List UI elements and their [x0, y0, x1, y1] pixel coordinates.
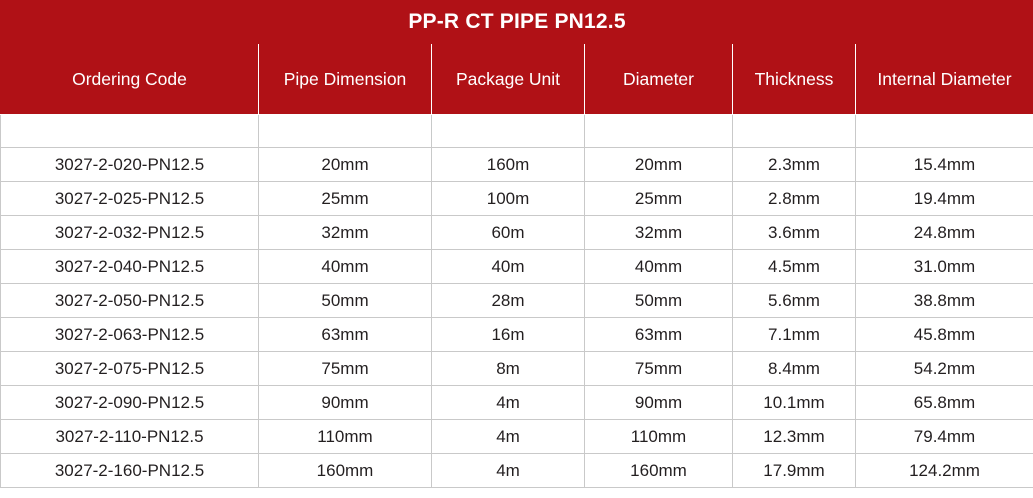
- cell-internal-diameter: 124.2mm: [856, 454, 1033, 488]
- cell-ordering-code: 3027-2-050-PN12.5: [1, 284, 259, 318]
- cell-internal-diameter: 45.8mm: [856, 318, 1033, 352]
- cell-ordering-code: 3027-2-075-PN12.5: [1, 352, 259, 386]
- cell-thickness: 12.3mm: [733, 420, 856, 454]
- cell-thickness: 2.3mm: [733, 148, 856, 182]
- cell-ordering-code: 3027-2-032-PN12.5: [1, 216, 259, 250]
- column-header-thickness: Thickness: [733, 44, 856, 115]
- cell-diameter: 90mm: [585, 386, 733, 420]
- cell-pipe-dimension: 20mm: [259, 148, 432, 182]
- cell-thickness: 2.8mm: [733, 182, 856, 216]
- table-row: [1, 250, 1033, 284]
- cell-pipe-dimension: 160mm: [259, 454, 432, 488]
- cell-ordering-code: 3027-2-090-PN12.5: [1, 386, 259, 420]
- cell-diameter: 75mm: [585, 352, 733, 386]
- cell-pipe-dimension: 110mm: [259, 420, 432, 454]
- cell-internal-diameter: 31.0mm: [856, 250, 1033, 284]
- cell-package-unit: 4m: [432, 454, 585, 488]
- cell-ordering-code: 3027-2-160-PN12.5: [1, 454, 259, 488]
- cell-thickness: 8.4mm: [733, 352, 856, 386]
- cell-diameter: 40mm: [585, 250, 733, 284]
- column-header-internal-diameter: Internal Diameter: [856, 44, 1033, 115]
- cell-internal-diameter: 54.2mm: [856, 352, 1033, 386]
- cell-pipe-dimension: 90mm: [259, 386, 432, 420]
- cell-package-unit: 100m: [432, 182, 585, 216]
- table-row: [1, 386, 1033, 420]
- cell-pipe-dimension: 75mm: [259, 352, 432, 386]
- cell-package-unit: 40m: [432, 250, 585, 284]
- cell-ordering-code: 3027-2-020-PN12.5: [1, 148, 259, 182]
- spacer-cell: [1, 115, 259, 148]
- spacer-cell: [733, 115, 856, 148]
- cell-internal-diameter: 24.8mm: [856, 216, 1033, 250]
- cell-pipe-dimension: 63mm: [259, 318, 432, 352]
- cell-ordering-code: 3027-2-040-PN12.5: [1, 250, 259, 284]
- cell-diameter: 25mm: [585, 182, 733, 216]
- table-title-row: [1, 1, 1033, 44]
- cell-package-unit: 160m: [432, 148, 585, 182]
- cell-diameter: 20mm: [585, 148, 733, 182]
- table-row: [1, 148, 1033, 182]
- cell-internal-diameter: 38.8mm: [856, 284, 1033, 318]
- spacer-cell: [432, 115, 585, 148]
- table-row: [1, 420, 1033, 454]
- table-row: [1, 284, 1033, 318]
- cell-thickness: 3.6mm: [733, 216, 856, 250]
- cell-pipe-dimension: 50mm: [259, 284, 432, 318]
- cell-internal-diameter: 65.8mm: [856, 386, 1033, 420]
- table-title: PP-R CT PIPE PN12.5: [1, 1, 1033, 44]
- column-header-ordering-code: Ordering Code: [1, 44, 259, 115]
- cell-diameter: 63mm: [585, 318, 733, 352]
- spacer-cell: [259, 115, 432, 148]
- table-header-row: [1, 44, 1033, 115]
- spacer-cell: [856, 115, 1033, 148]
- cell-package-unit: 4m: [432, 420, 585, 454]
- cell-diameter: 110mm: [585, 420, 733, 454]
- table-row: [1, 352, 1033, 386]
- cell-ordering-code: 3027-2-110-PN12.5: [1, 420, 259, 454]
- cell-thickness: 7.1mm: [733, 318, 856, 352]
- cell-thickness: 10.1mm: [733, 386, 856, 420]
- cell-diameter: 160mm: [585, 454, 733, 488]
- cell-package-unit: 4m: [432, 386, 585, 420]
- table-row: [1, 182, 1033, 216]
- table-spacer-row: [1, 115, 1033, 148]
- table-row: [1, 454, 1033, 488]
- cell-package-unit: 16m: [432, 318, 585, 352]
- cell-pipe-dimension: 40mm: [259, 250, 432, 284]
- cell-package-unit: 28m: [432, 284, 585, 318]
- column-header-diameter: Diameter: [585, 44, 733, 115]
- cell-thickness: 5.6mm: [733, 284, 856, 318]
- column-header-package-unit: Package Unit: [432, 44, 585, 115]
- cell-package-unit: 60m: [432, 216, 585, 250]
- column-header-pipe-dimension: Pipe Dimension: [259, 44, 432, 115]
- cell-thickness: 4.5mm: [733, 250, 856, 284]
- cell-diameter: 32mm: [585, 216, 733, 250]
- cell-internal-diameter: 79.4mm: [856, 420, 1033, 454]
- cell-diameter: 50mm: [585, 284, 733, 318]
- cell-ordering-code: 3027-2-063-PN12.5: [1, 318, 259, 352]
- spacer-cell: [585, 115, 733, 148]
- cell-package-unit: 8m: [432, 352, 585, 386]
- cell-thickness: 17.9mm: [733, 454, 856, 488]
- cell-ordering-code: 3027-2-025-PN12.5: [1, 182, 259, 216]
- table-row: [1, 216, 1033, 250]
- cell-pipe-dimension: 25mm: [259, 182, 432, 216]
- cell-internal-diameter: 15.4mm: [856, 148, 1033, 182]
- cell-internal-diameter: 19.4mm: [856, 182, 1033, 216]
- table-row: [1, 318, 1033, 352]
- cell-pipe-dimension: 32mm: [259, 216, 432, 250]
